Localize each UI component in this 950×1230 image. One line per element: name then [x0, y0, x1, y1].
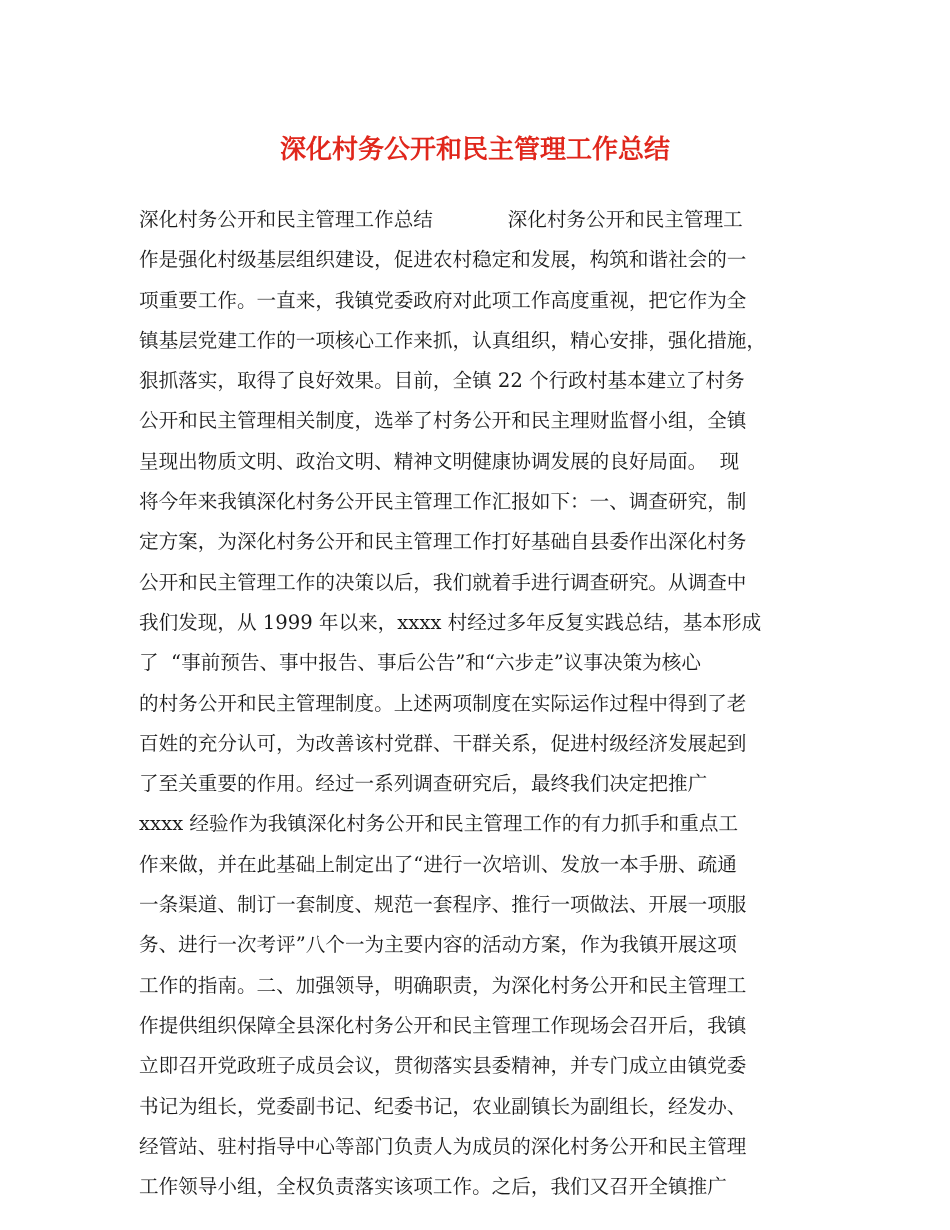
body-text-line: 作是强化村级基层组织建设，促进农村稳定和发展，构筑和谐社会的一 [139, 248, 747, 272]
body-text-line: 立即召开党政班子成员会议，贯彻落实县委精神，并专门成立由镇党委 [139, 1054, 747, 1078]
body-text-line: 务、进行一次考评”八个一为主要内容的活动方案，作为我镇开展这项 [139, 933, 737, 957]
body-text-line: 书记为组长，党委副书记、纪委书记，农业副镇长为副组长，经发办、 [139, 1094, 747, 1118]
document-body [139, 200, 819, 1207]
body-text-line: 作提供组织保障全县深化村务公开和民主管理工作现场会召开后，我镇 [139, 1013, 747, 1037]
body-text-line: 经管站、驻村指导中心等部门负责人为成员的深化村务公开和民主管理 [139, 1134, 747, 1158]
body-text-line: 百姓的充分认可，为改善该村党群、干群关系，促进村级经济发展起到 [139, 731, 747, 755]
body-text-line: 镇基层党建工作的一项核心工作来抓，认真组织，精心安排，强化措施， [139, 328, 766, 352]
body-text-line: 定方案，为深化村务公开和民主管理工作打好基础自县委作出深化村务 [139, 530, 747, 554]
body-text-line: xxxx 经验作为我镇深化村务公开和民主管理工作的有力抓手和重点工 [139, 812, 739, 836]
body-text-line: 工作领导小组，全权负责落实该项工作。之后，我们又召开全镇推广 [139, 1175, 727, 1199]
body-text-line: 的村务公开和民主管理制度。上述两项制度在实际运作过程中得到了老 [139, 691, 747, 715]
body-text-line: 了至关重要的作用。经过一系列调查研究后，最终我们决定把推广 [139, 772, 708, 796]
body-text-line: 公开和民主管理工作的决策以后，我们就着手进行调查研究。从调查中 [139, 570, 747, 594]
body-text-line: 狠抓落实，取得了良好效果。目前，全镇 22 个行政村基本建立了村务 [139, 369, 745, 393]
body-text-line: 将今年来我镇深化村务公开民主管理工作汇报如下：一、调查研究，制 [139, 490, 747, 514]
body-text-line: 作来做，并在此基础上制定出了“进行一次培训、发放一本手册、疏通 [139, 852, 737, 876]
body-text-line: 呈现出物质文明、政治文明、精神文明健康协调发展的良好局面。 现 [139, 449, 740, 473]
body-text-line: 项重要工作。一直来，我镇党委政府对此项工作高度重视，把它作为全 [139, 288, 747, 312]
document-title: 深化村务公开和民主管理工作总结 [279, 135, 670, 165]
body-text-line: 深化村务公开和民主管理工作总结 深化村务公开和民主管理工 [139, 208, 743, 231]
body-text-line: 了 “事前预告、事中报告、事后公告”和“六步走”议事决策为核心 [139, 651, 701, 675]
body-text-line: 公开和民主管理相关制度，选举了村务公开和民主理财监督小组，全镇 [139, 409, 747, 433]
body-text-line: 我们发现，从 1999 年以来，xxxx 村经过多年反复实践总结，基本形成 [139, 610, 762, 634]
body-text-line: 一条渠道、制订一套制度、规范一套程序、推行一项做法、开展一项服 [139, 893, 747, 917]
body-text-line: 工作的指南。二、加强领导，明确职责，为深化村务公开和民主管理工 [139, 973, 747, 997]
